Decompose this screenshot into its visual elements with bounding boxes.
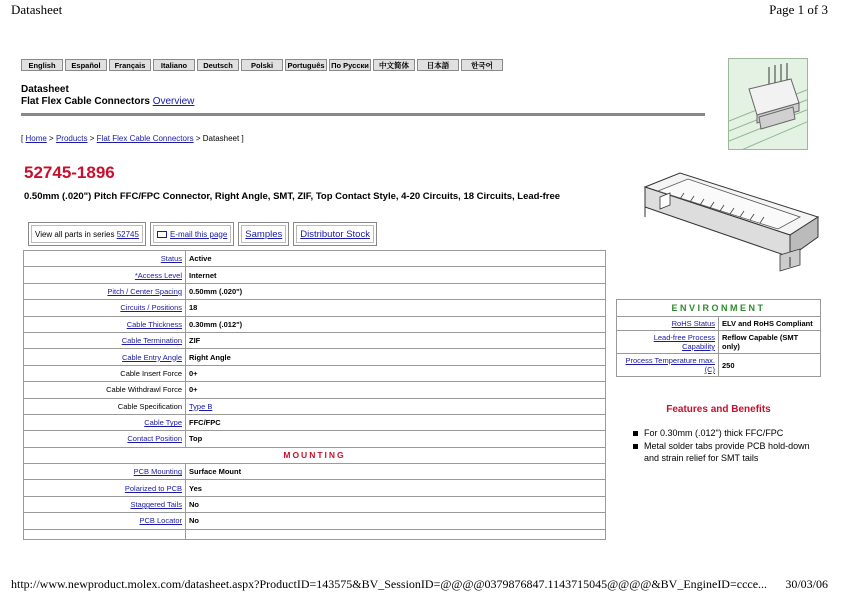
spec-label-link[interactable]: Circuits / Positions [120,303,182,313]
environment-value: 250 [719,354,821,377]
spec-row [24,300,606,316]
spec-value: No [189,500,199,510]
title-block [21,84,194,108]
print-footer-date: 30/03/06 [785,577,828,591]
breadcrumb-category[interactable]: Flat Flex Cable Connectors [96,134,194,143]
spec-row [24,480,606,496]
spec-row [24,332,606,348]
spec-label-cell [24,332,186,348]
spec-value: Yes [189,483,202,493]
spec-label-cell [24,496,186,512]
environment-table [616,299,821,377]
spec-value-cell [186,529,606,539]
breadcrumb [21,134,244,143]
spec-value: Internet [189,270,217,280]
spec-value: 0.50mm (.020") [189,286,243,296]
spec-row [24,283,606,299]
spec-row [24,251,606,267]
spec-row [24,496,606,512]
spec-value: 0+ [189,368,198,378]
spec-row [24,365,606,381]
spec-value-cell [186,300,606,316]
breadcrumb-products[interactable]: Products [55,134,88,143]
spec-label-link[interactable]: Pitch / Center Spacing [107,286,182,296]
spec-value-cell [186,365,606,381]
spec-label-link[interactable]: Status [160,254,182,264]
spec-label-link[interactable]: Contact Position [127,434,182,444]
spec-label-cell [24,300,186,316]
spec-value-cell [186,480,606,496]
spec-table [23,250,606,540]
spec-row [24,382,606,398]
spec-label-link[interactable]: Cable Entry Angle [121,352,182,362]
environment-row [617,354,821,377]
print-header-page: Page 1 of 3 [769,2,828,17]
features-title: Features and Benefits [666,404,771,415]
email-icon [157,231,167,238]
spec-label-cell [24,414,186,430]
distributor-stock-link[interactable]: Distributor Stock [300,228,370,240]
print-header-title: Datasheet [11,2,63,17]
lang-polski[interactable]: Polski [241,59,283,71]
breadcrumb-close-bracket: ] [241,134,244,143]
spec-label-cell [24,398,186,414]
spec-row [24,414,606,430]
spec-label-link[interactable]: Staggered Tails [130,500,182,510]
breadcrumb-separator: > [195,134,201,143]
breadcrumb-open-bracket: [ [21,134,24,143]
product-thumbnail-image [728,58,808,150]
environment-label-cell [617,354,719,377]
lang-russian[interactable]: По Русски [329,59,371,71]
spec-value-cell [186,283,606,299]
spec-value: No [189,516,199,526]
spec-value: 0+ [189,385,198,395]
feature-item: For 0.30mm (.012") thick FFC/FPC [632,427,812,439]
spec-row [24,398,606,414]
lang-portugues[interactable]: Português [285,59,327,71]
part-description: 0.50mm (.020") Pitch FFC/FPC Connector, Right Angle, SMT, ZIF, Top Contact Style, 4-20 Circuits, 18 Circuits, Lead-free [24,191,561,202]
spec-value-cell [186,316,606,332]
spec-value: Right Angle [189,352,231,362]
environment-row [617,317,821,331]
spec-row [24,349,606,365]
spec-value-cell [186,431,606,447]
spec-label-cell [24,382,186,398]
lang-francais[interactable]: Français [109,59,151,71]
environment-label-cell [617,317,719,331]
spec-label-link[interactable]: PCB Mounting [133,467,182,477]
lang-japanese[interactable]: 日本語 [417,59,459,71]
lang-english[interactable]: English [21,59,63,71]
environment-label-cell [617,331,719,354]
spec-value-cell [186,382,606,398]
spec-value-cell [186,332,606,348]
environment-label-link[interactable]: Process Temperature max. (C) [625,356,715,374]
overview-link[interactable]: Overview [152,96,195,107]
samples-box [238,222,289,246]
spec-label-cell [24,365,186,381]
environment-value: ELV and RoHS Compliant [719,317,821,331]
spec-value-cell [186,267,606,283]
spec-value-cell [186,496,606,512]
spec-label-cell [24,251,186,267]
environment-label-link[interactable]: RoHS Status [671,319,715,328]
spec-label-cell [24,316,186,332]
spec-label-cell [24,464,186,480]
environment-label-link[interactable]: Lead-free Process Capability [653,333,715,351]
spec-value-cell [186,414,606,430]
spec-value: ZIF [189,336,201,346]
spec-label-cell [24,267,186,283]
lang-korean[interactable]: 한국어 [461,59,503,71]
connector-drawing-image [640,165,820,275]
breadcrumb-separator: > [89,134,95,143]
title-divider [21,113,705,116]
spec-value: 18 [189,303,198,313]
series-link[interactable]: 52745 [116,229,139,239]
spec-value: Top [189,434,203,444]
distributor-box [293,222,377,246]
spec-value: 0.30mm (.012") [189,319,243,329]
breadcrumb-current: Datasheet [202,134,240,143]
spec-row [24,316,606,332]
spec-value-cell [186,349,606,365]
spec-label: Cable Withdrawl Force [106,385,182,395]
spec-value-cell [186,251,606,267]
product-line [21,96,194,108]
spec-label-cell [24,349,186,365]
spec-label-cell [24,283,186,299]
language-bar [21,59,503,71]
spec-row [24,431,606,447]
spec-value-cell [186,513,606,529]
spec-value-link[interactable]: Type B [189,401,213,411]
action-bar [28,222,377,246]
environment-header: ENVIRONMENT [617,300,821,317]
spec-label: Cable Specification [117,401,182,411]
spec-value: FFC/FPC [189,418,221,428]
environment-row [617,331,821,354]
spec-label-cell [24,513,186,529]
breadcrumb-separator: > [49,134,54,143]
environment-value: Reflow Capable (SMT only) [719,331,821,354]
feature-item: Metal solder tabs provide PCB hold-down and strain relief for SMT tails [632,440,812,464]
spec-label-link[interactable]: *Access Level [134,270,182,280]
lang-espanol[interactable]: Español [65,59,107,71]
spec-row-empty [24,529,606,539]
print-footer-url: http://www.newproduct.molex.com/datasheet.aspx?ProductID=143575&BV_SessionID=@@@@0379876847.1143715045@@@@&BV_EngineID=ccce... [11,577,768,591]
spec-row [24,267,606,283]
lang-chinese[interactable]: 中文简体 [373,59,415,71]
spec-label-cell [24,431,186,447]
view-series-label: View all parts in series [35,229,115,239]
spec-row [24,513,606,529]
email-page-link[interactable]: E-mail this page [169,229,228,239]
samples-link[interactable]: Samples [245,228,283,240]
spec-label-cell [24,529,186,539]
spec-value: Active [189,254,212,264]
spec-value-cell [186,464,606,480]
lang-deutsch[interactable]: Deutsch [197,59,239,71]
part-number: 52745-1896 [24,163,115,182]
spec-label-link[interactable]: Cable Termination [121,336,182,346]
features-list [632,427,812,465]
page-title: Datasheet [21,84,69,95]
spec-row [24,464,606,480]
spec-value: Surface Mount [189,467,242,477]
lang-italiano[interactable]: Italiano [153,59,195,71]
spec-label-link[interactable]: Cable Type [144,418,182,428]
mounting-header: MOUNTING [24,447,606,463]
spec-label-cell [24,480,186,496]
email-box [150,222,234,246]
spec-label-link[interactable]: Cable Thickness [126,319,182,329]
spec-value-cell [186,398,606,414]
product-line-name: Flat Flex Cable Connectors [21,96,150,107]
spec-label-link[interactable]: Polarized to PCB [124,483,182,493]
spec-label-link[interactable]: PCB Locator [139,516,182,526]
view-series-box [28,222,146,246]
spec-label: Cable Insert Force [120,368,182,378]
breadcrumb-home[interactable]: Home [25,134,47,143]
